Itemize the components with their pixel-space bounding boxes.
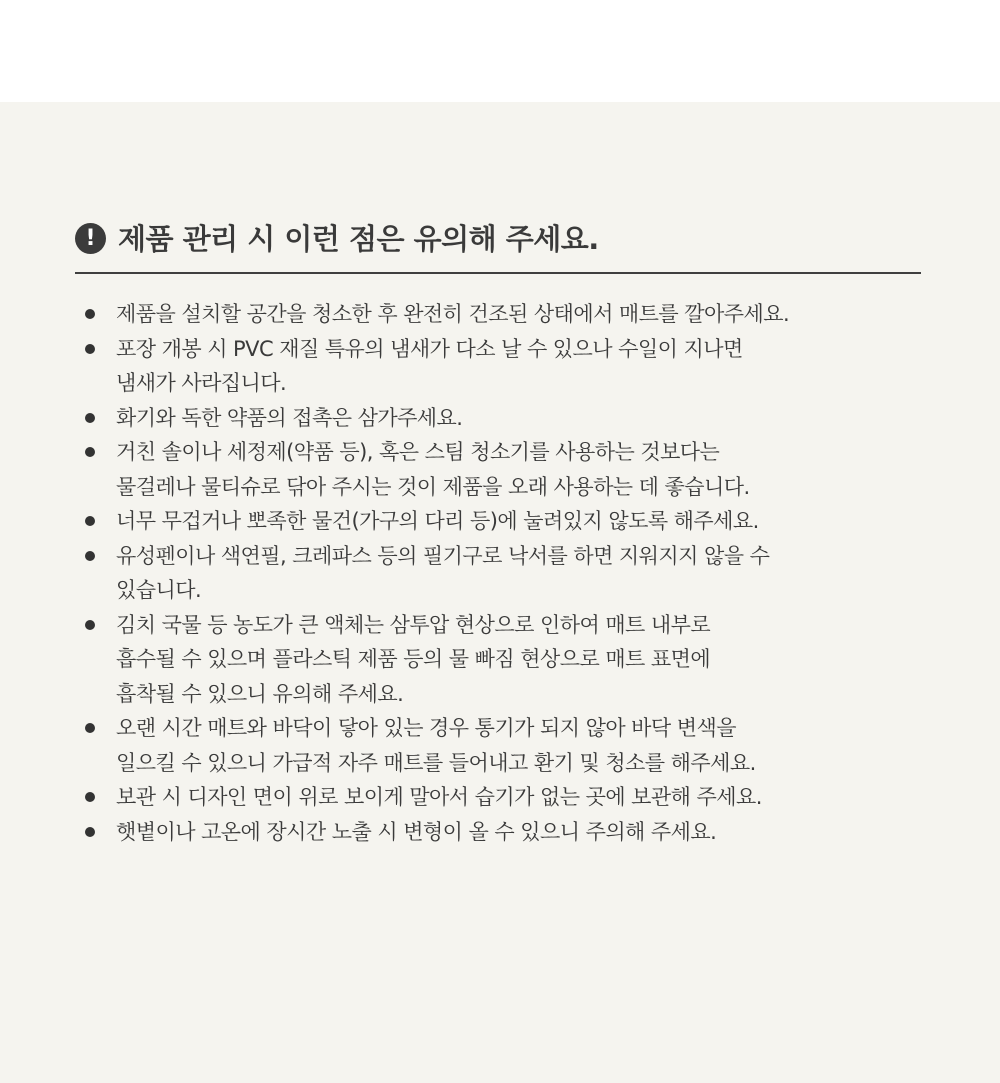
list-item-text: 제품을 설치할 공간을 청소한 후 완전히 건조된 상태에서 매트를 깔아주세요. [116, 302, 790, 326]
list-item [83, 332, 943, 401]
list-item-text: 포장 개봉 시 PVC 재질 특유의 냄새가 다소 날 수 있으나 수일이 지나면 [116, 336, 743, 361]
list-item-text-continued: 일으킬 수 있으니 가급적 자주 매트를 들어내고 환기 및 청소를 해주세요. [116, 750, 756, 775]
list-item-text-continued: 흡수될 수 있으며 플라스틱 제품 등의 물 빠짐 현상으로 매트 표면에 [116, 647, 711, 671]
care-instructions-list [83, 297, 943, 849]
care-notice-heading [75, 220, 921, 274]
list-item [83, 711, 943, 780]
list-item-text: 유성펜이나 색연필, 크레파스 등의 필기구로 낙서를 하면 지워지지 않을 수 [116, 543, 770, 568]
top-white-band [0, 0, 1000, 102]
list-item-text: 화기와 독한 약품의 접촉은 삼가주세요. [116, 405, 463, 430]
list-item [83, 815, 943, 850]
list-item [83, 780, 943, 815]
list-item-text: 오랜 시간 매트와 바닥이 닿아 있는 경우 통기가 되지 않아 바닥 변색을 [116, 716, 736, 740]
list-item [83, 539, 943, 608]
list-item [83, 297, 943, 332]
bullet-icon [85, 723, 95, 733]
list-item-text: 햇볕이나 고온에 장시간 노출 시 변형이 올 수 있으니 주의해 주세요. [116, 819, 717, 844]
bullet-icon [85, 413, 95, 423]
list-item [83, 608, 943, 712]
bullet-icon [85, 827, 95, 837]
list-item-text-continued: 흡착될 수 있으니 유의해 주세요. [116, 681, 404, 706]
list-item-text-continued: 있습니다. [116, 578, 202, 602]
bullet-icon [85, 516, 95, 526]
page-title: 제품 관리 시 이런 점은 유의해 주세요. [118, 222, 599, 256]
bullet-icon [85, 344, 95, 354]
bullet-icon [85, 551, 95, 561]
list-item [83, 435, 943, 504]
list-item-text-continued: 냄새가 사라집니다. [116, 371, 287, 395]
list-item-text: 보관 시 디자인 면이 위로 보이게 말아서 습기가 없는 곳에 보관해 주세요. [116, 785, 762, 809]
bullet-icon [85, 792, 95, 802]
list-item-text: 거친 솔이나 세정제(약품 등), 혹은 스팀 청소기를 사용하는 것보다는 [116, 440, 720, 464]
bullet-icon [85, 447, 95, 457]
list-item-text-continued: 물걸레나 물티슈로 닦아 주시는 것이 제품을 오래 사용하는 데 좋습니다. [116, 474, 750, 499]
list-item [83, 401, 943, 436]
exclamation-circle-icon: ! [75, 223, 106, 254]
list-item-text: 너무 무겁거나 뽀족한 물건(가구의 다리 등)에 눌려있지 않도록 해주세요. [116, 509, 759, 533]
bullet-icon [85, 620, 95, 630]
list-item-text: 김치 국물 등 농도가 큰 액체는 삼투압 현상으로 인하여 매트 내부로 [116, 612, 711, 637]
bullet-icon [85, 309, 95, 319]
care-notice-panel [0, 102, 1000, 1083]
list-item [83, 504, 943, 539]
